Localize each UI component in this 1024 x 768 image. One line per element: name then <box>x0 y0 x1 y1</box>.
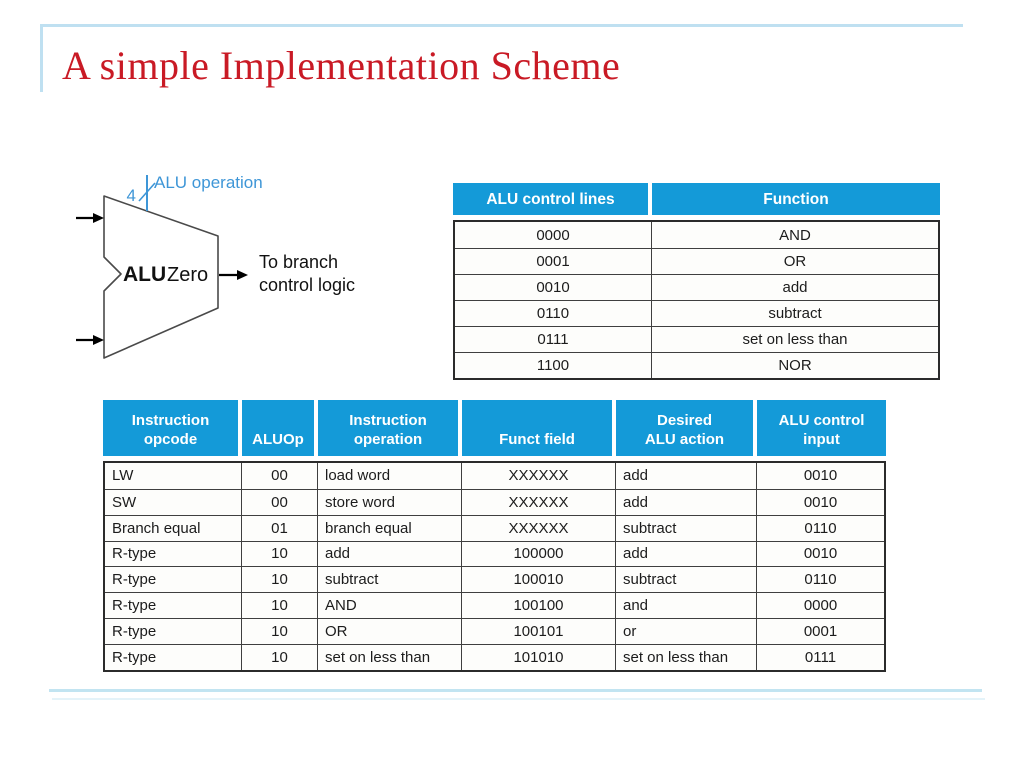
table-cell: 10 <box>242 593 318 618</box>
input-arrow-bottom-icon <box>76 335 104 345</box>
table-row <box>105 566 884 592</box>
alu-diagram <box>55 158 385 388</box>
table-row <box>105 644 884 670</box>
table-cell: 0000 <box>455 222 652 248</box>
table-cell: 0110 <box>455 301 652 326</box>
table-cell: 100000 <box>462 542 616 567</box>
header-cell-alu-control-lines: ALU control lines <box>453 183 652 215</box>
table-cell: set on less than <box>318 645 462 670</box>
table-cell: add <box>616 542 757 567</box>
table-row <box>455 326 938 352</box>
top-accent-line <box>40 24 963 27</box>
table-cell: subtract <box>616 516 757 541</box>
table-row <box>105 515 884 541</box>
alu-control-table <box>453 183 940 380</box>
table-row <box>455 300 938 326</box>
table-cell: add <box>318 542 462 567</box>
table-cell: add <box>616 490 757 515</box>
instruction-table-body <box>103 461 886 672</box>
table-cell: OR <box>318 619 462 644</box>
table-cell: 101010 <box>462 645 616 670</box>
table-cell: 0111 <box>455 327 652 352</box>
table-cell: 0001 <box>455 249 652 274</box>
table-cell: 100010 <box>462 567 616 592</box>
table-cell: 0111 <box>804 648 837 666</box>
table-cell: R-type <box>105 645 242 670</box>
table-cell: 0010 <box>803 545 838 563</box>
table-row <box>455 274 938 300</box>
table-row <box>455 222 938 248</box>
table-cell: R-type <box>105 567 242 592</box>
table-cell: 0000 <box>803 597 838 615</box>
instruction-table <box>103 400 886 672</box>
table-cell: LW <box>105 463 242 489</box>
table-cell: 00 <box>242 490 318 515</box>
table-cell: 100101 <box>462 619 616 644</box>
header-cell-aluop: ALUOp <box>242 400 318 456</box>
alu-control-table-body <box>453 220 940 380</box>
table-row <box>105 489 884 515</box>
bottom-accent-line-faint <box>52 698 985 700</box>
table-cell: 10 <box>242 619 318 644</box>
page-title: A simple Implementation Scheme <box>62 43 621 88</box>
table-cell: 00 <box>242 463 318 489</box>
table-cell: store word <box>318 490 462 515</box>
table-cell: 1100 <box>455 353 652 378</box>
bus-width-label: 4 <box>126 186 136 205</box>
alu-operation-label: ALU operation <box>154 173 263 192</box>
table-row <box>105 541 884 567</box>
table-cell: 0001 <box>803 622 838 640</box>
table-cell: SW <box>105 490 242 515</box>
header-cell-alu-control-input: ALU control input <box>757 400 886 456</box>
table-cell: R-type <box>105 542 242 567</box>
zero-output-arrow-icon <box>219 270 248 280</box>
table-cell: R-type <box>105 593 242 618</box>
table-cell: 0110 <box>804 519 837 537</box>
zero-label: Zero <box>167 264 209 286</box>
table-cell: 10 <box>242 645 318 670</box>
table-cell: add <box>616 463 757 489</box>
table-cell: Branch equal <box>105 516 242 541</box>
table-cell: 10 <box>242 567 318 592</box>
table-cell: set on less than <box>616 645 757 670</box>
table-cell: subtract <box>616 567 757 592</box>
table-cell: NOR <box>778 357 812 374</box>
table-cell: 100100 <box>462 593 616 618</box>
table-cell: 0010 <box>803 467 838 485</box>
table-cell: XXXXXX <box>462 463 616 489</box>
table-cell: subtract <box>318 567 462 592</box>
alu-control-table-header <box>453 183 940 215</box>
table-row <box>105 592 884 618</box>
table-row <box>455 352 938 378</box>
table-row <box>105 463 884 489</box>
control-bus-icon <box>139 175 155 211</box>
table-cell: branch equal <box>318 516 462 541</box>
input-arrow-top-icon <box>76 213 104 223</box>
table-cell: XXXXXX <box>462 490 616 515</box>
branch-label-line2: control logic <box>259 275 356 295</box>
table-cell: AND <box>318 593 462 618</box>
branch-label-line1: To branch <box>259 252 339 272</box>
table-row <box>455 248 938 274</box>
table-cell: 01 <box>242 516 318 541</box>
table-cell: 10 <box>242 542 318 567</box>
left-accent-line <box>40 24 43 92</box>
table-cell: load word <box>318 463 462 489</box>
table-cell: or <box>616 619 757 644</box>
table-row <box>105 618 884 644</box>
header-cell-instruction-operation: Instruction operation <box>318 400 462 456</box>
table-cell: subtract <box>768 305 822 322</box>
table-cell: 0010 <box>455 275 652 300</box>
table-cell: 0010 <box>803 493 838 511</box>
table-cell: R-type <box>105 619 242 644</box>
header-cell-instruction-opcode: Instruction opcode <box>103 400 242 456</box>
bottom-accent-line <box>49 689 982 692</box>
table-cell: add <box>782 279 808 296</box>
header-cell-funct-field: Funct field <box>462 400 616 456</box>
header-cell-function: Function <box>652 183 940 215</box>
header-cell-desired-alu-action: Desired ALU action <box>616 400 757 456</box>
table-cell: AND <box>779 226 811 244</box>
table-cell: set on less than <box>742 331 848 348</box>
table-cell: and <box>616 593 757 618</box>
alu-label: ALU <box>123 263 167 286</box>
table-cell: XXXXXX <box>462 516 616 541</box>
instruction-table-header <box>103 400 886 456</box>
table-cell: 0110 <box>804 571 837 589</box>
table-cell: OR <box>783 253 807 270</box>
